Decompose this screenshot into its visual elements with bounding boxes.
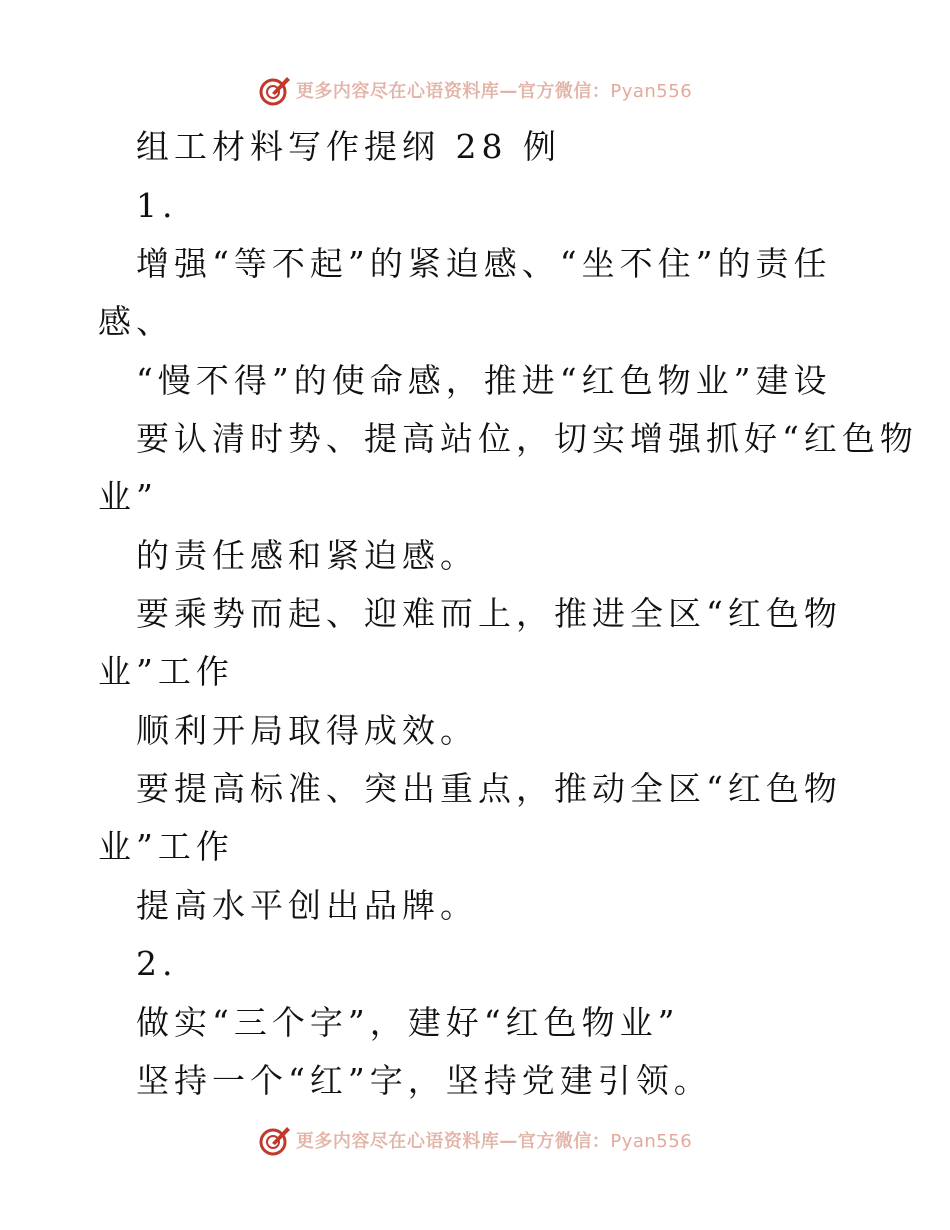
text-line: 业”工作 [98, 652, 234, 691]
text-line: 的责任感和紧迫感。 [136, 536, 478, 575]
watermark-text: 更多内容尽在心语资料库—官方微信：Pyan556 [295, 81, 693, 102]
text-line: 感、 [98, 302, 174, 341]
text-line: 提高水平创出品牌。 [136, 886, 478, 925]
text-line: “慢不得”的使命感，推进“红色物业”建设 [136, 361, 832, 400]
section-number: 2. [136, 944, 178, 983]
text-line: 坚持一个“红”字，坚持党建引领。 [136, 1061, 712, 1100]
text-line: 业” [98, 477, 158, 516]
text-line: 要乘势而起、迎难而上，推进全区“红色物 [136, 594, 842, 633]
text-line: 做实“三个字”，建好“红色物业” [136, 1003, 680, 1042]
text-line: 顺利开局取得成效。 [136, 711, 478, 750]
text-line: 增强“等不起”的紧迫感、“坐不住”的责任 [136, 244, 832, 283]
brush-logo-icon [258, 73, 292, 107]
section-number: 1. [136, 186, 178, 225]
watermark-text: 更多内容尽在心语资料库—官方微信：Pyan556 [295, 1131, 693, 1152]
header-watermark [0, 70, 950, 110]
footer-watermark [0, 1120, 950, 1160]
text-line: 业”工作 [98, 827, 234, 866]
document-title: 组工材料写作提纲 28 例 [136, 127, 561, 166]
text-line: 要提高标准、突出重点，推动全区“红色物 [136, 769, 842, 808]
text-line: 要认清时势、提高站位，切实增强抓好“红色物 [136, 419, 918, 458]
brush-logo-icon [258, 1123, 292, 1157]
